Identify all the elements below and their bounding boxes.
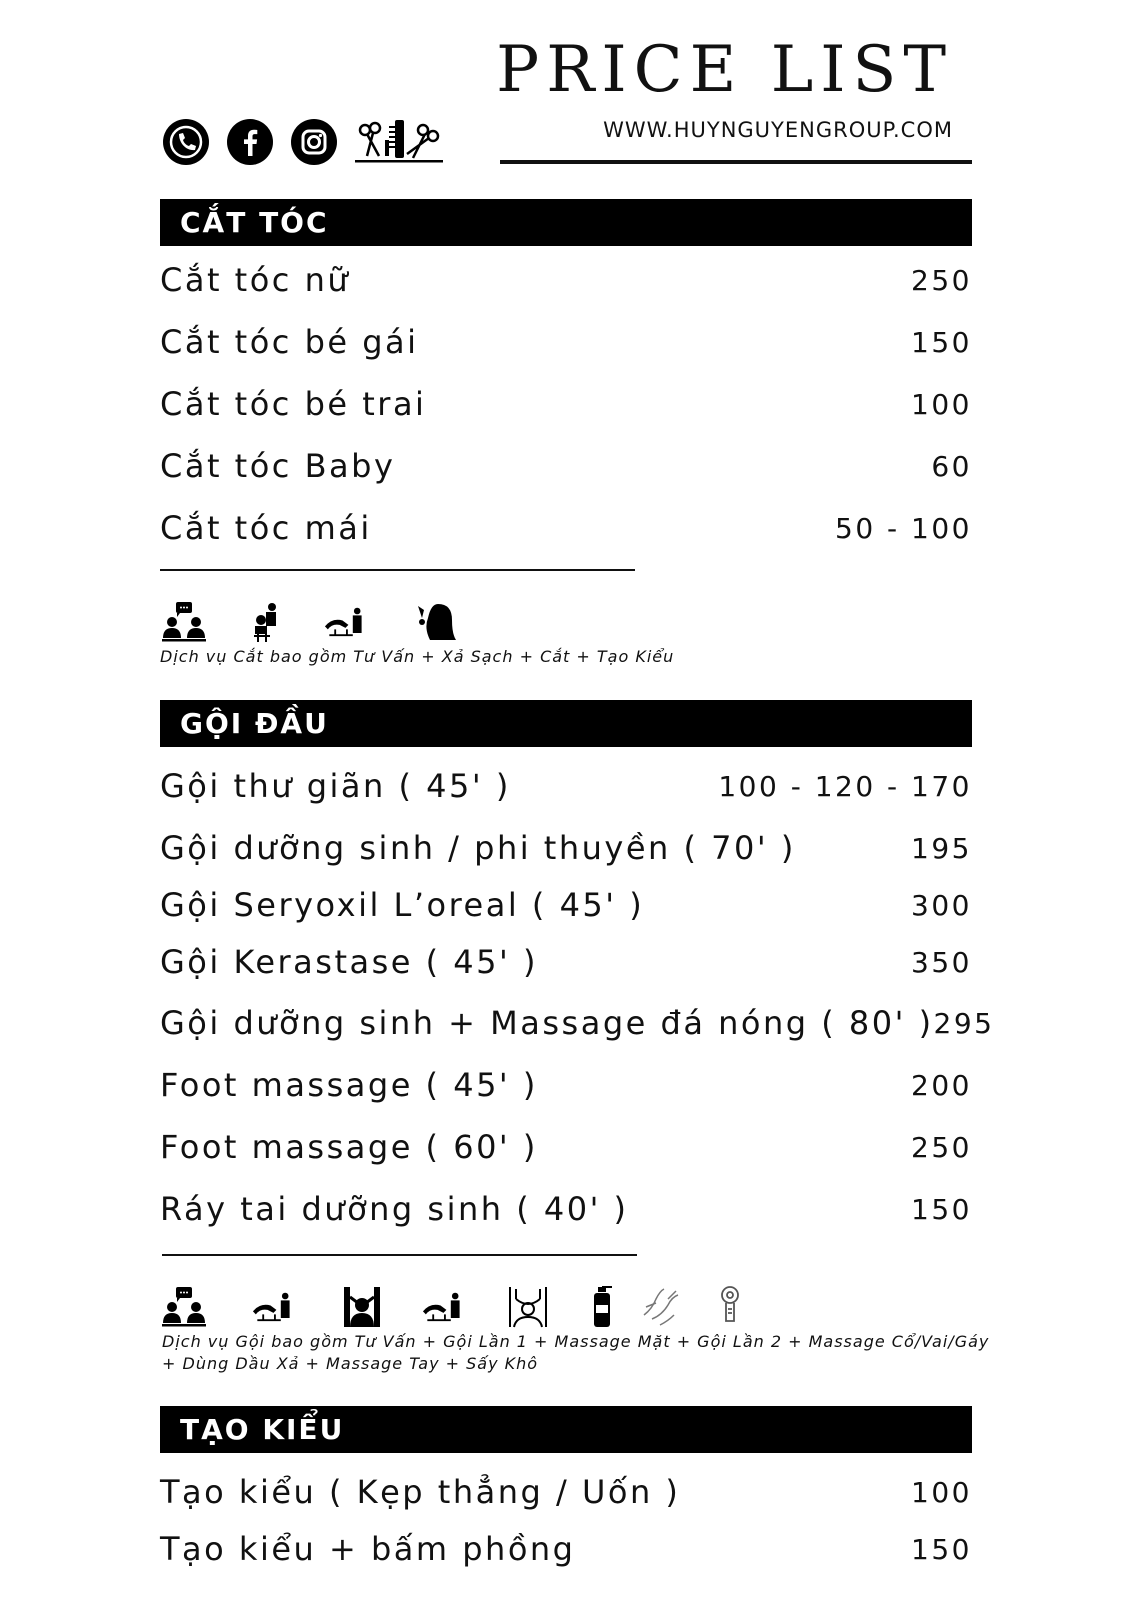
list-item [160,940,972,984]
section-header-goi-dau: GỘI ĐẦU [160,700,972,747]
item-price: 195 [911,831,972,865]
section-header-cat-toc: CẮT TÓC [160,199,972,246]
list-item [160,382,972,426]
item-name: Cắt tóc bé gái [160,323,419,361]
list-item [160,320,972,364]
item-name: Gội Seryoxil L’oreal ( 45' ) [160,886,645,924]
item-name: Tạo kiểu ( Kẹp thẳng / Uốn ) [160,1473,681,1511]
list-item [160,444,972,488]
item-price: 150 [911,325,972,359]
item-price: 250 [911,1130,972,1164]
face-massage-icon [340,1285,384,1329]
list-item [160,506,972,550]
rinse-icon [246,600,290,644]
service-note: + Dùng Dầu Xả + Massage Tay + Sấy Khô [162,1354,539,1373]
list-item [160,1125,972,1169]
consult-icon [162,600,206,644]
service-note: Dịch vụ Cắt bao gồm Tư Vấn + Xả Sạch + Cắt + Tạo Kiểu [160,647,675,666]
item-name: Gội Kerastase ( 45' ) [160,943,538,981]
divider [160,569,635,571]
hair-tools-icon [355,116,443,166]
section-header-tao-kieu: TẠO KIỂU [160,1406,972,1453]
website-link[interactable]: WWW.HUYNGUYENGROUP.COM [603,118,953,142]
item-name: Foot massage ( 60' ) [160,1128,538,1166]
item-name: Tạo kiểu + bấm phồng [160,1530,576,1568]
item-price: 250 [911,263,972,297]
wash-icon [250,1285,294,1329]
item-price: 350 [911,945,972,979]
consult-icon [162,1285,206,1329]
service-note: Dịch vụ Gội bao gồm Tư Vấn + Gội Lần 1 + Massage Mặt + Gội Lần 2 + Massage Cổ/Vai/Gáy [162,1332,990,1351]
item-name: Gội dưỡng sinh + Massage đá nóng ( 80' ) [160,1004,934,1042]
item-name: Cắt tóc Baby [160,447,396,485]
item-name: Cắt tóc bé trai [160,385,427,423]
list-item [160,1187,972,1231]
item-price: 150 [911,1192,972,1226]
item-name: Cắt tóc nữ [160,261,351,299]
item-price: 150 [911,1532,972,1566]
wash-icon [322,600,366,644]
list-item [160,883,972,927]
divider [162,1254,637,1256]
wash-icon [420,1285,464,1329]
instagram-icon[interactable] [290,118,338,166]
facebook-icon[interactable] [226,118,274,166]
item-name: Gội thư giãn ( 45' ) [160,767,511,805]
item-name: Foot massage ( 45' ) [160,1066,538,1104]
item-name: Cắt tóc mái [160,509,372,547]
item-name: Gội dưỡng sinh / phi thuyền ( 70' ) [160,829,796,867]
item-price: 200 [911,1068,972,1102]
item-price: 100 [911,1475,972,1509]
list-item [160,764,972,808]
item-name: Ráy tai dưỡng sinh ( 40' ) [160,1190,629,1228]
title-underline [500,160,972,164]
item-price: 300 [911,888,972,922]
list-item [160,1063,972,1107]
neck-massage-icon [506,1285,550,1329]
page-title: PRICE LIST [496,33,953,107]
styling-icon [414,600,458,644]
list-item [160,826,972,870]
hand-massage-icon [640,1285,684,1329]
item-price: 100 - 120 - 170 [718,769,972,803]
item-price: 50 - 100 [835,511,972,545]
conditioner-icon [580,1285,624,1329]
item-price: 100 [911,387,972,421]
dryer-icon [708,1285,752,1329]
item-price: 60 [931,449,972,483]
list-item [160,1527,972,1571]
list-item [160,1001,995,1045]
list-item [160,1470,972,1514]
phone-icon[interactable] [162,118,210,166]
list-item [160,258,972,302]
item-price: 295 [933,1006,995,1040]
